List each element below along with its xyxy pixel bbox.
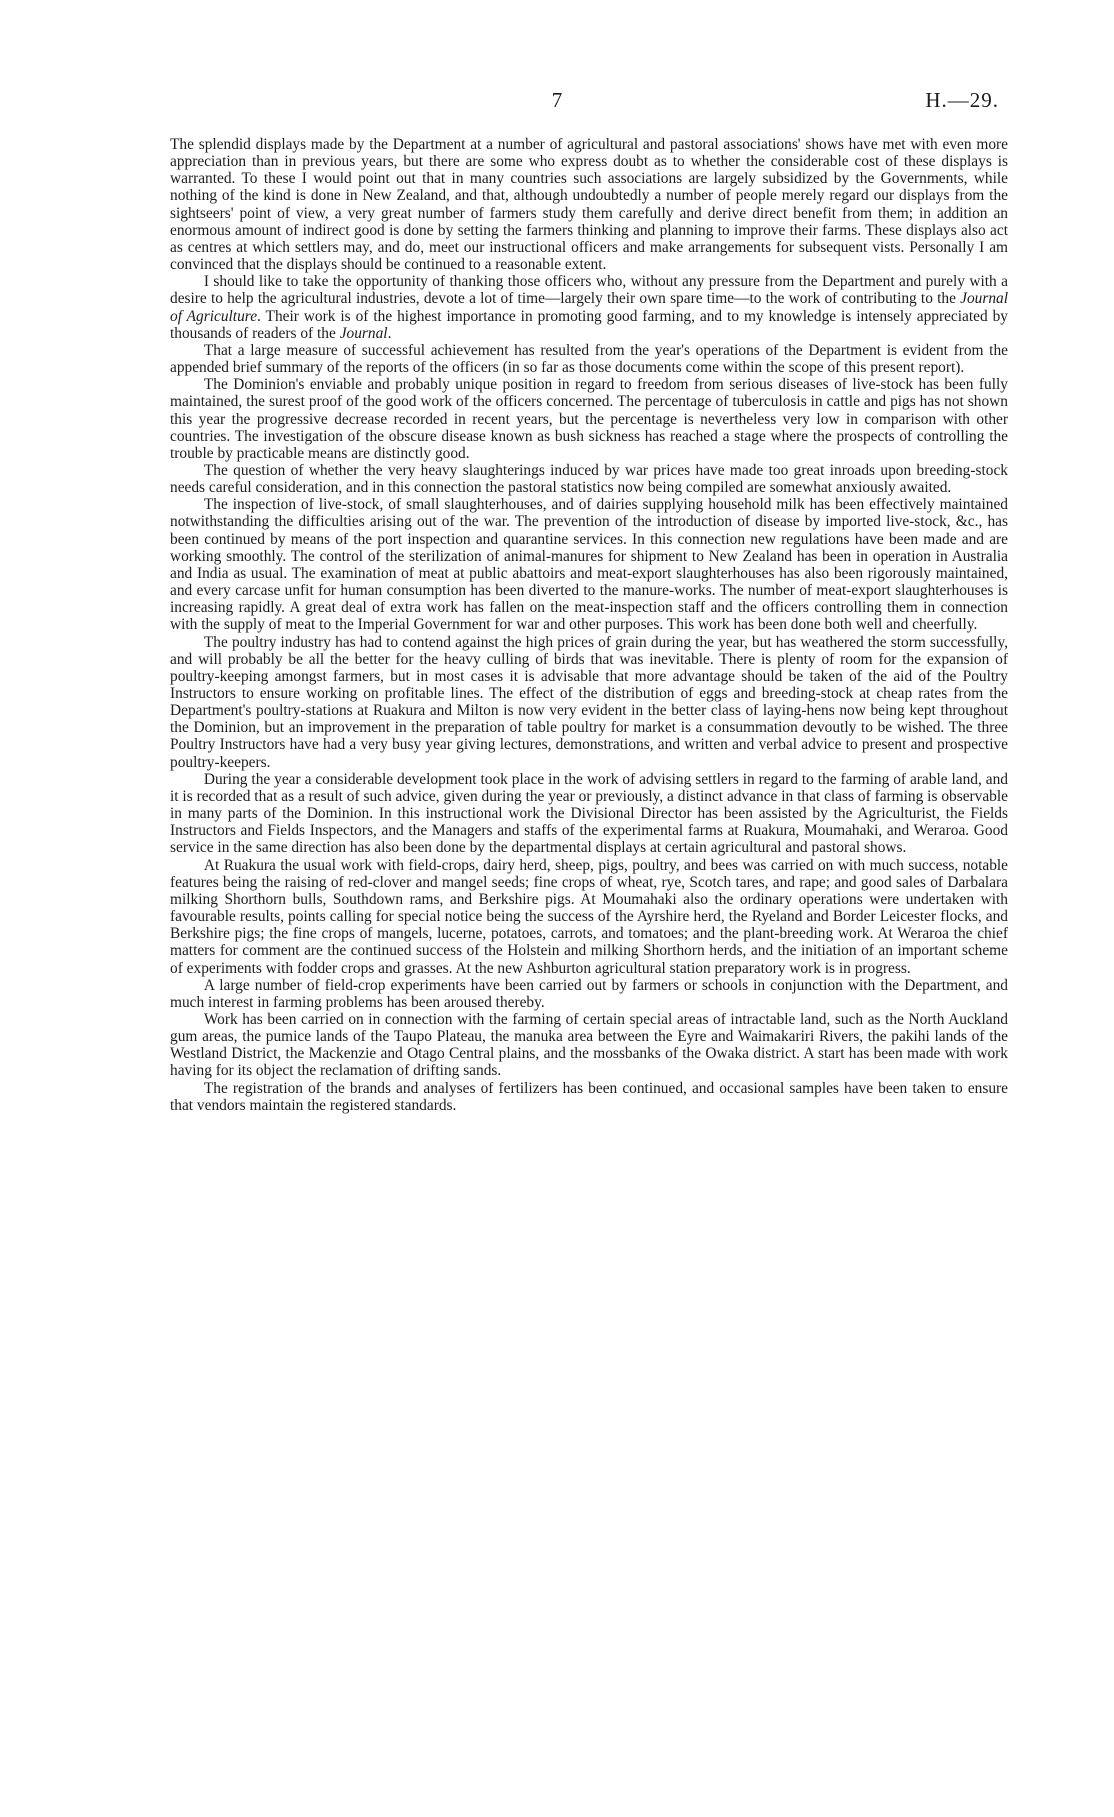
journal-short-title: Journal bbox=[339, 324, 388, 342]
paragraph-arable-advice: During the year a considerable development took place in the work of advising settlers in regard to the farming of arable land, and it is recorded that as a result of such advice, given during the year or previously, a distinct advance in that class of farming is observable in many parts of the Dominion. In this instructional work the Divisional Director has been assisted by the Agriculturist, the Fields Instructors and Fields Inspectors, and the Managers and staffs of the experimental farms at Ruakura, Moumahaki, and Weraroa. Good service in the same direction has also been done by the departmental displays at certain agricultural and pastoral shows. bbox=[170, 770, 1008, 857]
paragraph-special-areas: Work has been carried on in connection with the farming of certain special areas of intractable land, such as the North Auckland gum areas, the pumice lands of the Taupo Plateau, the manuka area between the Eyre and Waimakariri Rivers, the pakihi lands of the Westland District, the Mackenzie and Otago Central plains, and the mossbanks of the Owaka district. A start has been made with work having for its object the reclamation of drifting sands. bbox=[170, 1010, 1008, 1080]
paragraph-disease-freedom: The Dominion's enviable and probably unique position in regard to freedom from serious diseases of live-stock has been fully maintained, the surest proof of the good work of the officers concerned. The percentage of tuberculosis in cattle and pigs has not shown this year the progressive decrease recorded in recent years, but the percentage is nevertheless very low in comparison with other countries. The investigation of the obscure disease known as bush sickness has reached a stage where the prospects of controlling the trouble by practicable means are distinctly good. bbox=[170, 376, 1008, 462]
page-number: 7 bbox=[551, 88, 563, 112]
paragraph-fertilizers: The registration of the brands and analyses of fertilizers has been continued, and occasional samples have been taken to ensure that vendors maintain the registered standards. bbox=[170, 1079, 1008, 1114]
paragraph-journal-thanks-part2: . Their work is of the highest importance in promoting good farming, and to my knowledge is intensely appreciated by thousands of readers of the bbox=[170, 307, 1008, 342]
report-body bbox=[170, 136, 1008, 1114]
page-header bbox=[0, 88, 1114, 114]
paragraph-journal-thanks-part1: I should like to take the opportunity of thanking those officers who, without any pressure from the Department and purely with a desire to help the agricultural industries, devote a lot of time—largely their own spare time—to the work of contributing to the bbox=[170, 273, 1008, 308]
paragraph-poultry: The poultry industry has had to contend against the high prices of grain during the year, but has weathered the storm successfully, and will probably be all the better for the heavy culling of birds that was inevitable. There is plenty of room for the expansion of poultry-keeping amongst farmers, but in most cases it is advisable that more advantage should be taken of the aid of the Poultry Instructors to ensure working on profitable lines. The effect of the distribution of eggs and breeding-stock at cheap rates from the Department's poultry-stations at Ruakura and Milton is now very evident in the better class of laying-hens now being kept throughout the Dominion, but an improvement in the preparation of table poultry for market is a consummation devoutly to be wished. The three Poultry Instructors have had a very busy year giving lectures, demonstrations, and written and verbal advice to present and prospective poultry-keepers. bbox=[170, 633, 1008, 771]
paragraph-inspection: The inspection of live-stock, of small slaughterhouses, and of dairies supplying household milk has been effectively maintained notwithstanding the difficulties arising out of the war. The prevention of the introduction of disease by imported live-stock, &c., has been continued by means of the port inspection and quarantine services. In this connection new regulations have been made and are working smoothly. The control of the sterilization of animal-manures for shipment to New Zealand has been in operation in Australia and India as usual. The examination of meat at public abattoirs and meat-export slaughterhouses has also been rigorously maintained, and every carcase unfit for human consumption has been diverted to the manure-works. The number of meat-export slaughterhouses is increasing rapidly. A great deal of extra work has fallen on the meat-inspection staff and the officers controlling them in connection with the supply of meat to the Imperial Government for war and other purposes. This work has been done both well and cheerfully. bbox=[170, 496, 1008, 634]
paragraph-journal-thanks bbox=[170, 273, 1008, 342]
paragraph-achievement: That a large measure of successful achievement has resulted from the year's operations of the Department is evident from the appended brief summary of the reports of the officers (in so far as those documents come within the scope of this present report). bbox=[170, 341, 1008, 377]
document-reference: H.—29. bbox=[925, 88, 999, 112]
paragraph-slaughterings: The question of whether the very heavy slaughterings induced by war prices have made too great inroads upon breeding-stock needs careful consideration, and in this connection the pastoral statistics now being compiled are somewhat anxiously awaited. bbox=[170, 461, 1008, 497]
journal-title: Journal of Agriculture bbox=[170, 290, 1008, 325]
paragraph-experimental-farms: At Ruakura the usual work with field-crops, dairy herd, sheep, pigs, poultry, and bees was carried on with much success, notable features being the raising of red-clover and mangel seeds; fine crops of wheat, rye, Scotch tares, and rape; and good sales of Darbalara milking Shorthorn bulls, Southdown rams, and Berkshire pigs. At Moumahaki also the ordinary operations were undertaken with favourable results, points calling for special notice being the success of the Ayrshire herd, the Ryeland and Border Leicester flocks, and Berkshire pigs; the fine crops of mangels, lucerne, potatoes, carrots, and tomatoes; and the plant-breeding work. At Weraroa the chief matters for comment are the continued success of the Holstein and milking Shorthorn herds, and the initiation of an important scheme of experiments with fodder crops and grasses. At the new Ashburton agricultural station preparatory work is in progress. bbox=[170, 856, 1008, 977]
paragraph-field-experiments: A large number of field-crop experiments have been carried out by farmers or schools in conjunction with the Department, and much interest in farming problems has been aroused thereby. bbox=[170, 976, 1008, 1011]
paragraph-journal-thanks-part3: . bbox=[387, 324, 392, 342]
paragraph-displays: The splendid displays made by the Department at a number of agricultural and pastoral associations' shows have met with even more appreciation than in previous years, but there are some who express doubt as to whether the considerable cost of these displays is warranted. To these I would point out that in many countries such associations are largely subsidized by the Governments, while nothing of the kind is done in New Zealand, and that, although undoubtedly a number of people merely regard our displays from the sightseers' point of view, a very great number of farmers study them carefully and derive direct benefit from them; in addition an enormous amount of indirect good is done by setting the farmers thinking and planning to improve their farms. These displays also act as centres at which settlers may, and do, meet our instructional officers and make arrangements for subsequent vists. Personally I am convinced that the displays should be continued to a reasonable extent. bbox=[170, 136, 1008, 274]
